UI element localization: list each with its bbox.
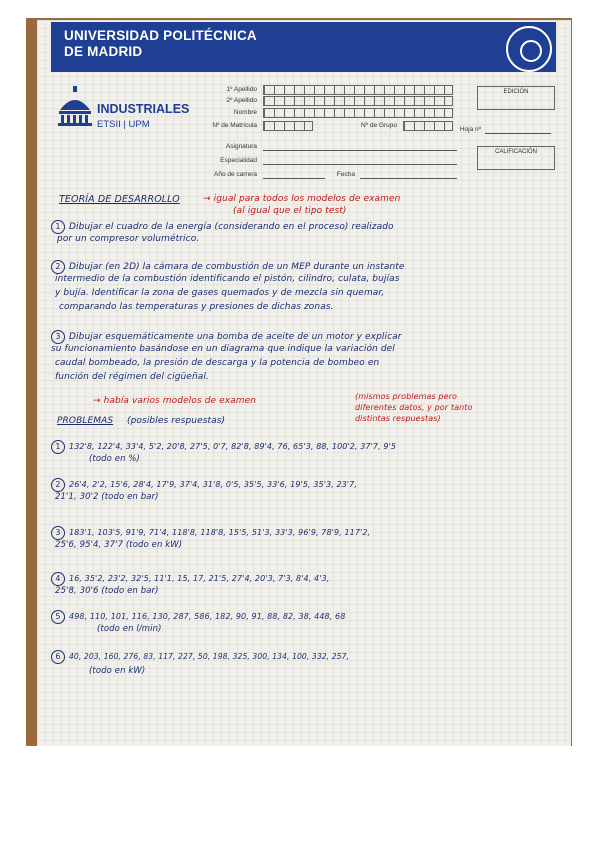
matricula-boxes[interactable] — [263, 121, 313, 131]
apellido1-boxes[interactable] — [263, 85, 453, 95]
edicion-box[interactable] — [477, 86, 555, 110]
p5-number: 5 — [51, 610, 65, 624]
p4-values: 16, 35'2, 23'2, 32'5, 11'1, 15, 17, 21'5, 27'4, 20'3, 7'3, 8'4, 4'3, — [69, 574, 330, 583]
p5-values: 498, 110, 101, 116, 130, 287, 586, 182, 90, 91, 88, 82, 38, 448, 68 — [69, 612, 346, 621]
p6-values: 40, 203, 160, 276, 83, 117, 227, 50, 198, 325, 300, 134, 100, 332, 257, — [69, 652, 350, 661]
q3-line-4: función del régimen del cigüeñal. — [55, 372, 209, 382]
p5-line-2: (todo en l/min) — [97, 624, 162, 634]
q2-line-1 — [51, 260, 405, 274]
teoria-note-red: → igual para todos los modelos de examen — [203, 194, 401, 204]
p6-number: 6 — [51, 650, 65, 664]
university-seal-icon — [506, 26, 552, 72]
q2-line-2: intermedio de la combustión identificando el pistón, cilindro, culata, bujías — [55, 274, 400, 284]
label-apellido1: 1º Apellido — [226, 86, 257, 93]
p1-line-1 — [51, 440, 396, 454]
nombre-boxes[interactable] — [263, 108, 453, 118]
problemas-title: PROBLEMAS — [57, 416, 114, 426]
side-note-red-1: (mismos problemas pero — [355, 392, 457, 401]
q1-line-1 — [51, 220, 394, 234]
label-hoja: Hoja nº — [459, 126, 481, 133]
p6-line-1 — [51, 650, 349, 664]
university-name: UNIVERSIDAD POLITÉCNICA DE MADRID — [64, 28, 257, 59]
q3-line-1 — [51, 330, 402, 344]
school-subtitle: ETSII | UPM — [97, 119, 150, 130]
p1-line-2: (todo en %) — [89, 454, 140, 464]
p3-line-1 — [51, 526, 370, 540]
p4-line-1 — [51, 572, 329, 586]
p3-number: 3 — [51, 526, 65, 540]
p6-line-2: (todo en kW) — [89, 666, 146, 676]
p1-number: 1 — [51, 440, 65, 454]
label-asignatura: Asignatura — [225, 143, 257, 150]
p2-line-1 — [51, 478, 357, 492]
p2-number: 2 — [51, 478, 65, 492]
p4-number: 4 — [51, 572, 65, 586]
problemas-subtitle: (posibles respuestas) — [127, 416, 226, 426]
p2-values: 26'4, 2'2, 15'6, 28'4, 17'9, 37'4, 31'8, 0'5, 35'5, 33'6, 19'5, 35'3, 23'7, — [69, 480, 357, 489]
fecha-line[interactable] — [360, 178, 457, 179]
q1-line-2: por un compresor volumétrico. — [57, 234, 200, 244]
university-banner — [51, 22, 556, 72]
teoria-note-red-2: (al igual que el tipo test) — [233, 206, 347, 216]
q3-line-3: caudal bombeado, la presión de descarga y la potencia de bombeo en — [55, 358, 380, 368]
label-apellido2: 2º Apellido — [226, 97, 257, 104]
apellido2-boxes[interactable] — [263, 96, 453, 106]
label-matricula: Nº de Matrícula — [212, 122, 257, 129]
calificacion-box[interactable] — [477, 146, 555, 170]
dome-logo-icon — [57, 86, 93, 126]
p3-values: 183'1, 103'5, 91'9, 71'4, 118'8, 118'8, 15'5, 51'3, 33'3, 96'9, 78'9, 117'2, — [69, 528, 371, 537]
hoja-line[interactable] — [485, 133, 551, 134]
p4-line-2: 25'8, 30'6 (todo en bar) — [55, 586, 159, 596]
label-ano: Año de carrera — [214, 171, 257, 178]
side-note-red-2: diferentes datos, y por tanto — [355, 403, 473, 412]
q3-line-2: su funcionamiento basándose en un diagrama que indique la variación del — [51, 344, 395, 354]
label-nombre: Nombre — [233, 109, 257, 116]
side-note-red-3: distintas respuestas) — [355, 414, 441, 423]
exam-sheet — [37, 20, 571, 746]
q2-number: 2 — [51, 260, 65, 274]
teoria-title: TEORÍA DE DESARROLLO — [59, 194, 180, 205]
q1-text-1: Dibujar el cuadro de la energía (considerando en el proceso) realizado — [69, 222, 394, 232]
p3-line-2: 25'6, 95'4, 37'7 (todo en kW) — [55, 540, 183, 550]
p2-line-2: 21'1, 30'2 (todo en bar) — [55, 492, 159, 502]
ano-line[interactable] — [263, 178, 325, 179]
especialidad-line[interactable] — [263, 164, 457, 165]
label-grupo: Nº de Grupo — [361, 122, 397, 129]
p5-line-1 — [51, 610, 345, 624]
asignatura-line[interactable] — [263, 150, 457, 151]
label-edicion: EDICIÓN — [503, 89, 529, 95]
models-note-red: → había varios modelos de examen — [93, 396, 257, 406]
p1-values: 132'8, 122'4, 33'4, 5'2, 20'8, 27'5, 0'7, 82'8, 89'4, 76, 65'3, 88, 100'2, 37'7, 9'5 — [69, 442, 397, 451]
q2-line-4: comparando las temperaturas y presiones de dichas zonas. — [59, 302, 334, 312]
q2-text-1: Dibujar (en 2D) la cámara de combustión de un MEP durante un instante — [69, 262, 405, 272]
label-fecha: Fecha — [336, 171, 355, 178]
q2-line-3: y bujía. Identificar la zona de gases quemados y de mezcla sin quemar, — [55, 288, 385, 298]
q3-number: 3 — [51, 330, 65, 344]
q1-number: 1 — [51, 220, 65, 234]
school-name: INDUSTRIALES — [97, 102, 190, 116]
q3-text-1: Dibujar esquemáticamente una bomba de aceite de un motor y explicar — [69, 332, 402, 342]
label-calificacion: CALIFICACIÓN — [494, 149, 537, 155]
label-especialidad: Especialidad — [220, 157, 257, 164]
